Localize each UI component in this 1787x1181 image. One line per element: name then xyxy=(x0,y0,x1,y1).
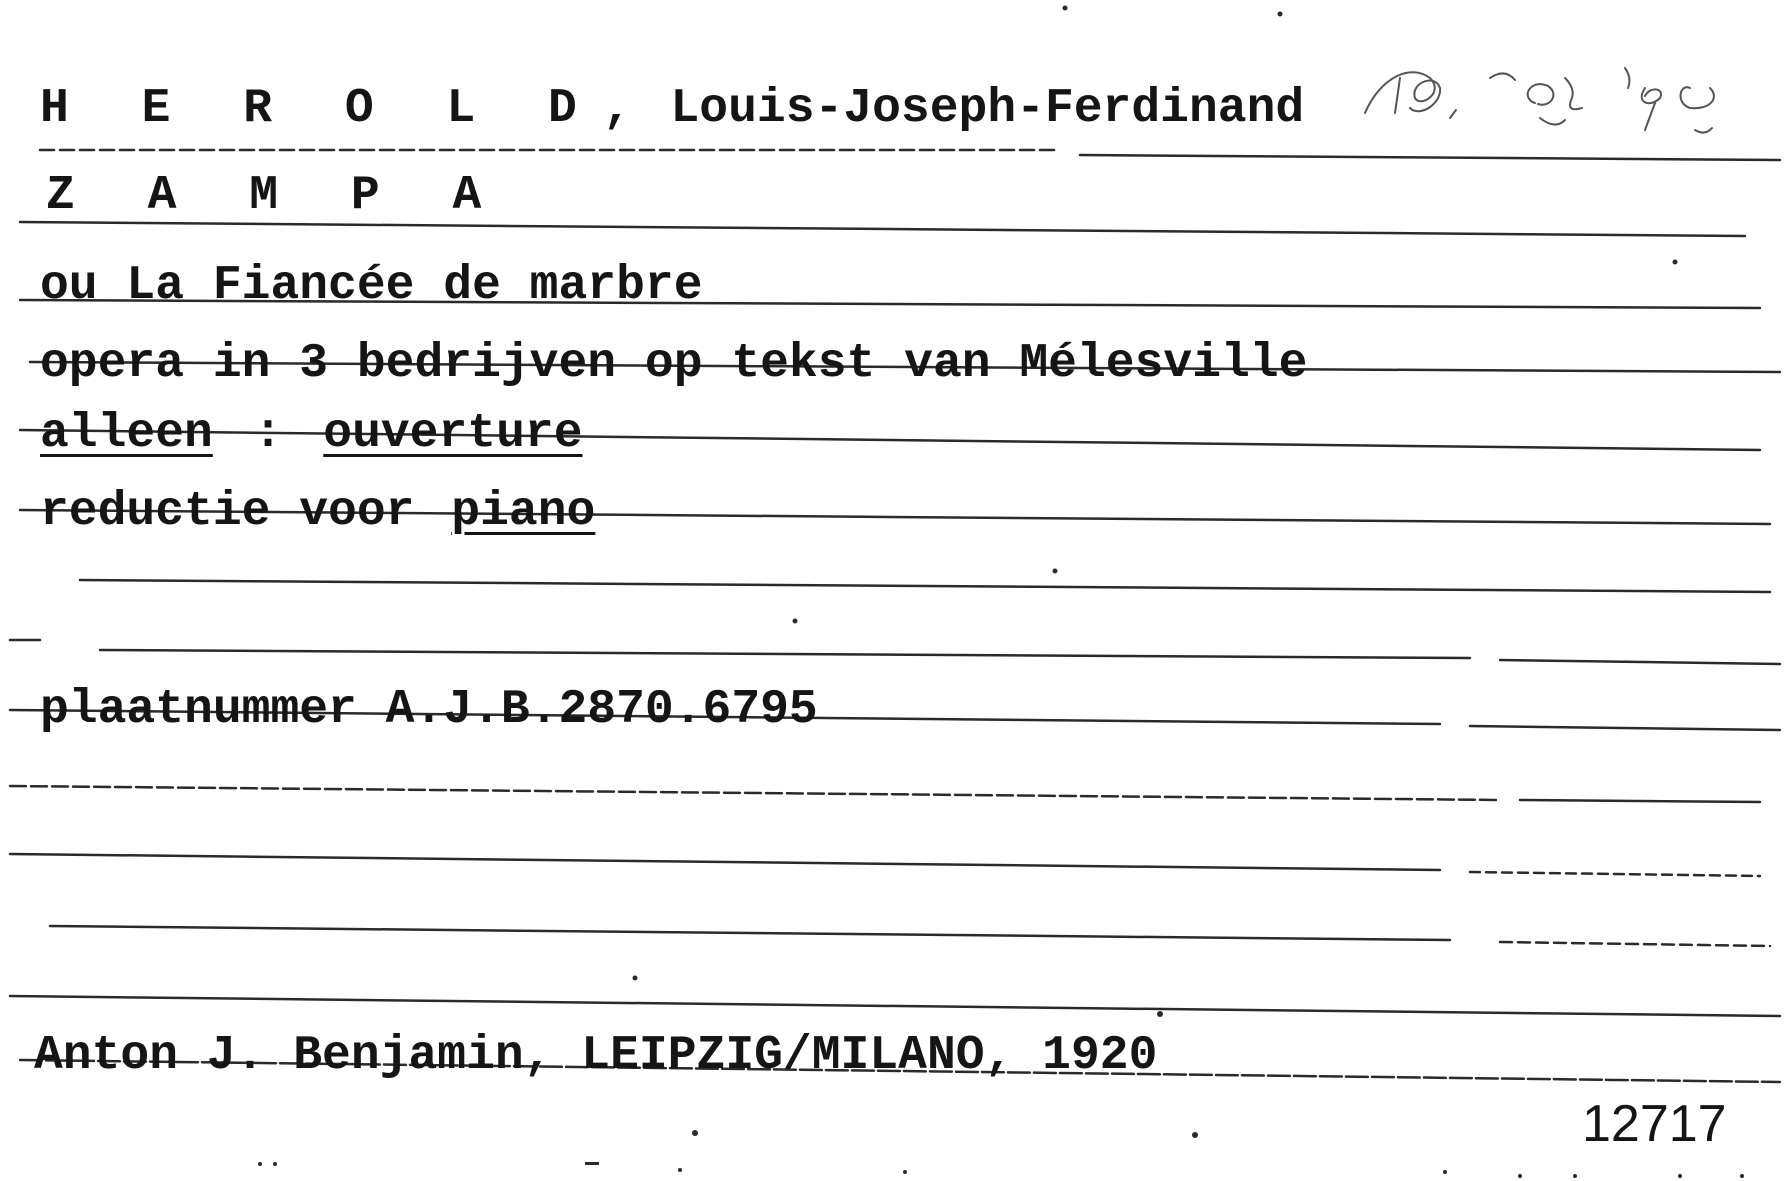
work-description: opera in 3 bedrijven op tekst van Mélesville xyxy=(40,337,1308,391)
composer-separator: , xyxy=(602,82,632,136)
catalog-number: 12717 xyxy=(1582,1095,1727,1153)
plate-number: plaatnummer A.J.B.2870.6795 xyxy=(40,683,818,737)
work-subtitle: ou La Fiancée de marbre xyxy=(40,259,703,313)
selection-value: ouverture xyxy=(323,407,583,461)
publisher-imprint: Anton J. Benjamin, LEIPZIG/MILANO, 1920 xyxy=(34,1029,1158,1083)
composer-heading xyxy=(40,82,1305,136)
arrangement-note xyxy=(40,485,596,539)
composer-surname: H E R O L D xyxy=(40,82,599,136)
pencil-annotation xyxy=(1360,58,1760,148)
work-title: Z A M P A xyxy=(46,169,504,223)
selection-label: alleen xyxy=(40,407,213,461)
selection-separator: : xyxy=(253,407,283,461)
arrangement-instrument: piano xyxy=(451,485,596,539)
composer-given-names: Louis-Joseph-Ferdinand xyxy=(670,82,1305,136)
arrangement-prefix: reductie voor xyxy=(40,485,415,539)
selection-note xyxy=(40,407,583,461)
